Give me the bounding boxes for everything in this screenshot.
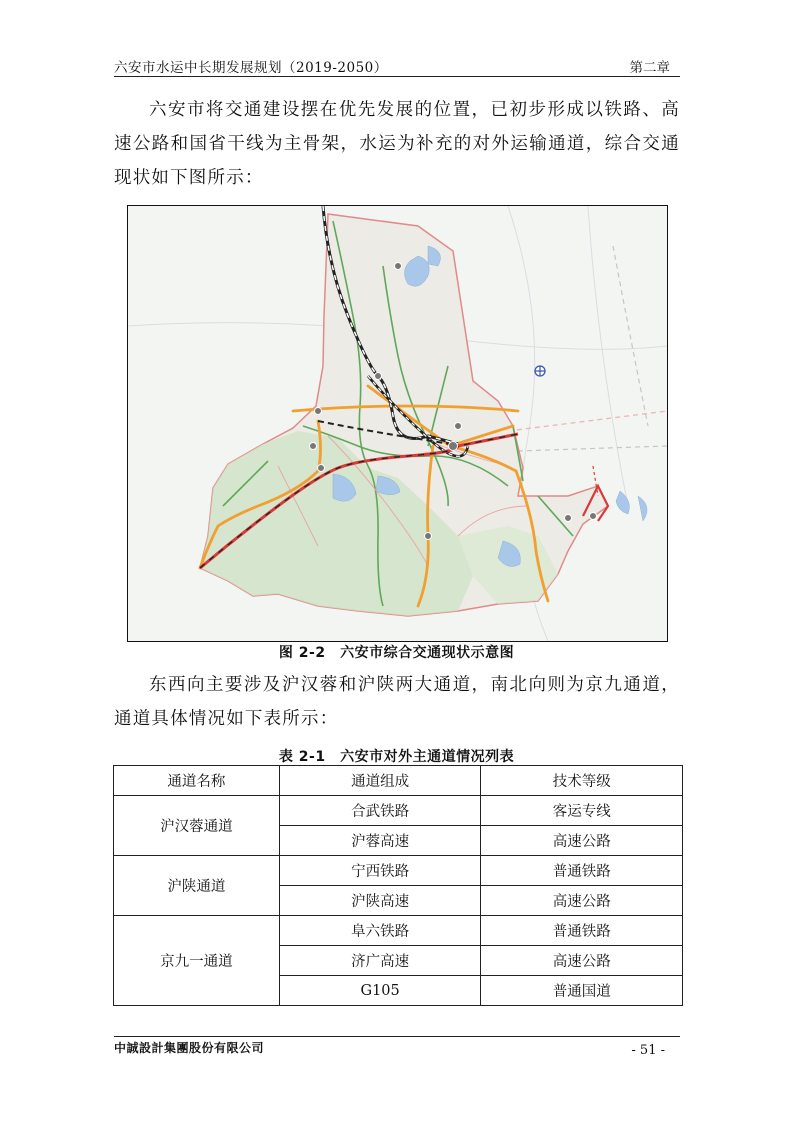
composition-cell: 沪蓉高速 [279, 826, 481, 856]
footer-divider [114, 1036, 680, 1037]
table-row [114, 796, 683, 826]
composition-cell: 济广高速 [279, 946, 481, 976]
header-divider [114, 76, 680, 77]
composition-cell: G105 [279, 976, 481, 1006]
company-name: 中誠設計集團股份有限公司 [114, 1041, 265, 1055]
header-corridor-name: 通道名称 [114, 766, 280, 796]
composition-cell: 合武铁路 [279, 796, 481, 826]
table-row [114, 856, 683, 886]
corridor-name: 京九一通道 [114, 916, 280, 1006]
composition-cell: 沪陕高速 [279, 886, 481, 916]
transport-map-graphic [128, 206, 667, 641]
corridor-name: 沪汉蓉通道 [114, 796, 280, 856]
table-header-row [114, 766, 683, 796]
grade-cell: 高速公路 [481, 826, 683, 856]
grade-cell: 普通铁路 [481, 856, 683, 886]
table-caption: 表 2-1 六安市对外主通道情况列表 [278, 749, 515, 765]
table-row [114, 916, 683, 946]
grade-cell: 普通国道 [481, 976, 683, 1006]
corridor-table [113, 765, 683, 1006]
composition-cell: 阜六铁路 [279, 916, 481, 946]
transport-map [127, 205, 668, 642]
grade-cell: 普通铁路 [481, 916, 683, 946]
page-number: - 51 - [631, 1043, 665, 1058]
figure-caption: 图 2-2 六安市综合交通现状示意图 [278, 645, 515, 661]
grade-cell: 高速公路 [481, 886, 683, 916]
chapter-label: 第二章 [629, 60, 670, 76]
intro-paragraph: 六安市将交通建设摆在优先发展的位置，已初步形成以铁路、高速公路和国省干线为主骨架，水运为补充的对外运输通道，综合交通现状如下图所示： [114, 100, 680, 188]
corridor-name: 沪陕通道 [114, 856, 280, 916]
composition-cell: 宁西铁路 [279, 856, 481, 886]
header-title: 六安市水运中长期发展规划（2019-2050） [114, 60, 388, 76]
corridor-paragraph: 东西向主要涉及沪汉蓉和沪陕两大通道，南北向则为京九通道，通道具体情况如下表所示： [114, 675, 680, 729]
header-composition: 通道组成 [279, 766, 481, 796]
grade-cell: 客运专线 [481, 796, 683, 826]
header-tech-grade: 技术等级 [481, 766, 683, 796]
grade-cell: 高速公路 [481, 946, 683, 976]
